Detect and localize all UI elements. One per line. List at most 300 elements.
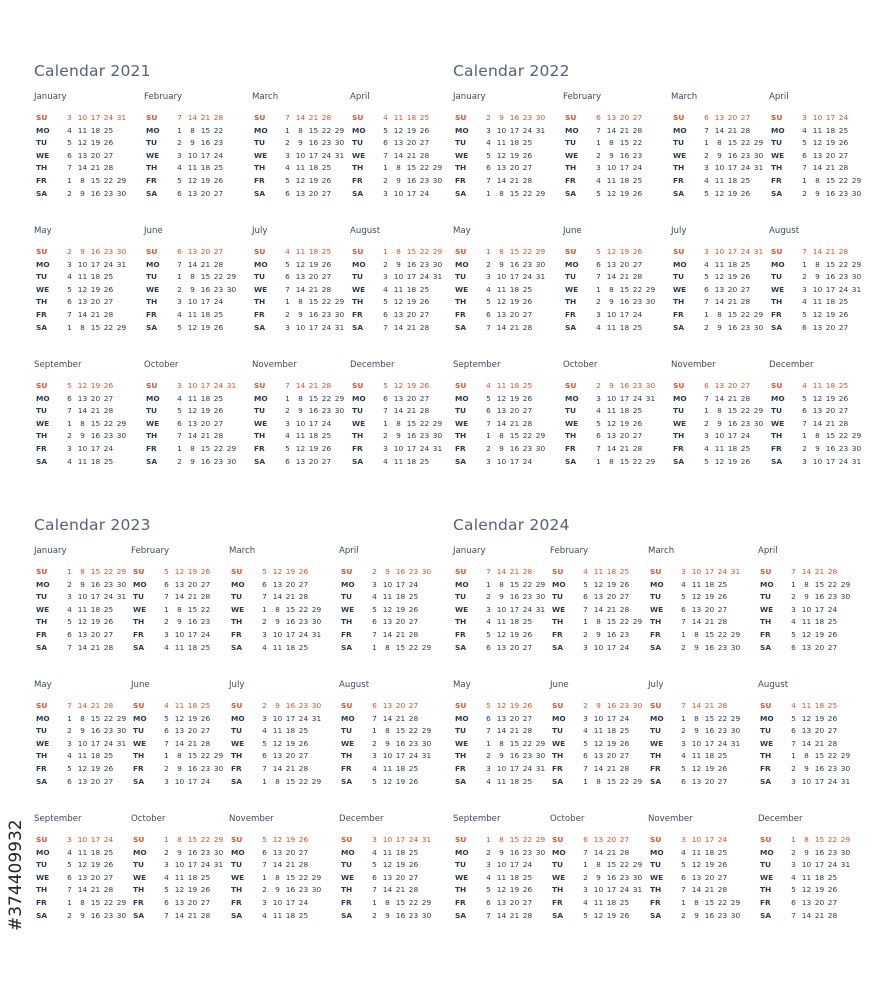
day-number: 27 bbox=[213, 247, 224, 256]
weekday-label: MO bbox=[36, 713, 50, 723]
weekday-row-fr bbox=[760, 763, 852, 775]
day-number: 10 bbox=[593, 642, 604, 652]
weekday-label: WE bbox=[133, 872, 147, 882]
month-august bbox=[769, 226, 869, 346]
day-number: 18 bbox=[285, 726, 296, 736]
day-number: 17 bbox=[187, 630, 198, 639]
weekday-label: TU bbox=[352, 406, 364, 416]
weekday-row-mo bbox=[771, 125, 850, 137]
day-number: 12 bbox=[496, 701, 507, 710]
day-number: 1 bbox=[372, 642, 377, 652]
day-number: 28 bbox=[298, 860, 309, 870]
day-number: 21 bbox=[90, 701, 101, 710]
weekday-row-tu bbox=[565, 405, 644, 417]
day-number: 30 bbox=[840, 592, 851, 602]
day-number: 11 bbox=[393, 113, 404, 122]
day-number: 19 bbox=[606, 579, 617, 589]
weekday-label: MO bbox=[673, 259, 687, 269]
weekday-row-th bbox=[36, 884, 115, 896]
day-number: 7 bbox=[681, 617, 686, 627]
day-number: 18 bbox=[814, 701, 825, 710]
day-number: 5 bbox=[704, 272, 709, 282]
day-number: 4 bbox=[704, 444, 709, 453]
day-number: 21 bbox=[90, 885, 101, 895]
day-number: 29 bbox=[840, 579, 851, 589]
day-number: 28 bbox=[103, 885, 114, 895]
day-number: 19 bbox=[825, 393, 836, 403]
weekday-row-sa bbox=[552, 776, 644, 788]
day-number: 23 bbox=[321, 138, 332, 148]
day-number: 26 bbox=[408, 776, 419, 786]
month-june bbox=[131, 680, 231, 800]
day-number: 13 bbox=[77, 776, 88, 786]
weekday-label: MO bbox=[352, 259, 366, 269]
day-number: 8 bbox=[499, 738, 504, 748]
day-number: 22 bbox=[408, 642, 419, 652]
day-number: 1 bbox=[285, 125, 290, 135]
weekday-label: SA bbox=[565, 188, 577, 198]
day-number: 21 bbox=[509, 322, 520, 332]
day-number: 2 bbox=[704, 418, 709, 428]
day-number: 7 bbox=[372, 885, 377, 895]
weekday-label: SU bbox=[552, 701, 564, 710]
day-number: 9 bbox=[275, 701, 280, 710]
day-number: 28 bbox=[408, 630, 419, 639]
day-number: 14 bbox=[714, 125, 725, 135]
day-number: 14 bbox=[174, 910, 185, 920]
day-number: 10 bbox=[77, 592, 88, 602]
day-number: 15 bbox=[606, 860, 617, 870]
day-number: 1 bbox=[177, 272, 182, 282]
weekday-row-tu bbox=[771, 137, 850, 149]
weekday-row-fr bbox=[760, 629, 839, 641]
day-number: 5 bbox=[372, 604, 377, 614]
day-number: 10 bbox=[496, 456, 507, 466]
weekday-row-tu bbox=[455, 859, 534, 871]
day-number: 3 bbox=[383, 272, 388, 282]
day-number: 19 bbox=[285, 567, 296, 576]
day-number: 20 bbox=[704, 604, 715, 614]
day-number: 13 bbox=[77, 150, 88, 160]
day-number: 4 bbox=[285, 163, 290, 173]
day-number: 4 bbox=[791, 872, 796, 882]
weekday-label: SA bbox=[552, 910, 564, 920]
day-number: 22 bbox=[213, 125, 224, 135]
weekday-row-su bbox=[341, 566, 433, 578]
weekday-row-th bbox=[341, 616, 420, 628]
weekday-row-th bbox=[771, 162, 850, 174]
day-number: 24 bbox=[740, 247, 751, 256]
day-number: 10 bbox=[272, 898, 283, 907]
day-number: 3 bbox=[262, 898, 267, 907]
day-number: 11 bbox=[174, 701, 185, 710]
day-number: 17 bbox=[509, 764, 520, 773]
month-april bbox=[339, 546, 439, 666]
day-number: 6 bbox=[704, 381, 709, 390]
day-number: 13 bbox=[77, 297, 88, 307]
day-number: 3 bbox=[285, 322, 290, 332]
day-number: 17 bbox=[406, 272, 417, 282]
month-name: November bbox=[252, 360, 297, 370]
day-number: 25 bbox=[103, 125, 114, 135]
day-number: 20 bbox=[825, 150, 836, 160]
day-number: 25 bbox=[619, 567, 630, 576]
day-number: 29 bbox=[535, 579, 546, 589]
day-number: 8 bbox=[80, 418, 85, 428]
day-number: 15 bbox=[406, 418, 417, 428]
day-number: 23 bbox=[298, 701, 309, 710]
day-number: 11 bbox=[393, 284, 404, 294]
day-number: 17 bbox=[406, 188, 417, 198]
day-number: 28 bbox=[103, 642, 114, 652]
day-number: 9 bbox=[694, 726, 699, 736]
day-number: 8 bbox=[190, 444, 195, 453]
day-number: 13 bbox=[496, 406, 507, 416]
day-number: 21 bbox=[285, 592, 296, 602]
weekday-row-th bbox=[760, 750, 852, 762]
weekday-label: MO bbox=[455, 393, 469, 403]
weekday-row-tu bbox=[673, 405, 765, 417]
day-number: 8 bbox=[499, 188, 504, 198]
day-number: 25 bbox=[213, 163, 224, 173]
weekday-label: TH bbox=[771, 297, 783, 307]
day-number: 29 bbox=[632, 617, 643, 627]
day-number: 18 bbox=[704, 579, 715, 589]
weekday-label: TH bbox=[455, 751, 467, 761]
weekday-row-th bbox=[36, 296, 115, 308]
day-number: 15 bbox=[825, 176, 836, 185]
day-number: 7 bbox=[704, 297, 709, 307]
weekday-label: TH bbox=[146, 297, 158, 307]
day-number: 3 bbox=[596, 163, 601, 173]
day-number: 16 bbox=[406, 176, 417, 185]
day-number: 5 bbox=[67, 860, 72, 870]
day-number: 24 bbox=[298, 713, 309, 723]
day-number: 29 bbox=[645, 284, 656, 294]
day-number: 28 bbox=[213, 113, 224, 122]
day-number: 29 bbox=[632, 776, 643, 786]
day-number: 5 bbox=[583, 579, 588, 589]
weekday-row-th bbox=[146, 296, 225, 308]
day-number: 21 bbox=[406, 322, 417, 332]
day-number: 26 bbox=[103, 860, 114, 870]
day-number: 24 bbox=[619, 885, 630, 895]
day-number: 24 bbox=[103, 592, 114, 602]
day-number: 22 bbox=[632, 138, 643, 148]
day-number: 24 bbox=[321, 322, 332, 332]
day-number: 18 bbox=[308, 431, 319, 441]
day-number: 5 bbox=[177, 406, 182, 416]
weekday-row-th bbox=[133, 750, 225, 762]
day-number: 18 bbox=[395, 847, 406, 857]
weekday-row-mo bbox=[673, 393, 752, 405]
weekday-label: SA bbox=[352, 188, 364, 198]
day-number: 11 bbox=[593, 567, 604, 576]
day-number: 15 bbox=[704, 630, 715, 639]
day-number: 14 bbox=[187, 113, 198, 122]
weekday-label: SU bbox=[565, 113, 577, 122]
day-number: 15 bbox=[619, 284, 630, 294]
month-june bbox=[550, 680, 650, 800]
day-number: 20 bbox=[606, 751, 617, 761]
weekday-row-tu bbox=[673, 271, 752, 283]
weekday-label: SA bbox=[254, 188, 266, 198]
day-number: 18 bbox=[395, 592, 406, 602]
month-name: February bbox=[550, 546, 589, 556]
day-number: 6 bbox=[791, 642, 796, 652]
day-number: 8 bbox=[717, 138, 722, 148]
day-number: 28 bbox=[838, 418, 849, 428]
weekday-row-fr bbox=[552, 763, 631, 775]
day-number: 20 bbox=[200, 188, 211, 198]
day-number: 3 bbox=[583, 713, 588, 723]
day-number: 13 bbox=[174, 579, 185, 589]
weekday-label: TH bbox=[231, 751, 243, 761]
day-number: 3 bbox=[164, 630, 169, 639]
day-number: 15 bbox=[90, 176, 101, 185]
day-number: 23 bbox=[838, 444, 849, 453]
day-number: 4 bbox=[262, 642, 267, 652]
day-number: 7 bbox=[262, 764, 267, 773]
day-number: 20 bbox=[395, 701, 406, 710]
day-number: 26 bbox=[213, 322, 224, 332]
day-number: 23 bbox=[419, 431, 430, 441]
day-number: 1 bbox=[262, 872, 267, 882]
day-number: 8 bbox=[396, 163, 401, 173]
weekday-row-sa bbox=[455, 188, 547, 200]
month-name: May bbox=[453, 680, 471, 690]
day-number: 26 bbox=[619, 738, 630, 748]
weekday-row-tu bbox=[231, 725, 310, 737]
day-number: 26 bbox=[321, 259, 332, 269]
day-number: 7 bbox=[791, 910, 796, 920]
day-number: 24 bbox=[717, 567, 728, 576]
day-number: 16 bbox=[509, 259, 520, 269]
weekday-label: TH bbox=[352, 431, 364, 441]
weekday-row-sa bbox=[650, 910, 742, 922]
day-number: 22 bbox=[298, 872, 309, 882]
weekday-row-su bbox=[455, 112, 547, 124]
weekday-row-tu bbox=[455, 271, 547, 283]
weekday-row-sa bbox=[133, 776, 212, 788]
weekday-row-fr bbox=[455, 897, 534, 909]
weekday-label: WE bbox=[231, 604, 245, 614]
day-number: 30 bbox=[334, 138, 345, 148]
month-july bbox=[648, 680, 748, 800]
weekday-label: SU bbox=[146, 381, 158, 390]
day-number: 8 bbox=[80, 898, 85, 907]
month-name: January bbox=[34, 546, 67, 556]
weekday-label: SA bbox=[552, 776, 564, 786]
calendar-year-block bbox=[34, 62, 454, 502]
day-number: 26 bbox=[827, 630, 838, 639]
weekday-row-th bbox=[565, 296, 657, 308]
day-number: 23 bbox=[103, 579, 114, 589]
day-number: 31 bbox=[840, 776, 851, 786]
day-number: 11 bbox=[174, 642, 185, 652]
day-number: 30 bbox=[730, 910, 741, 920]
weekday-label: TU bbox=[455, 272, 467, 282]
weekday-label: FR bbox=[341, 764, 352, 773]
day-number: 19 bbox=[727, 272, 738, 282]
day-number: 28 bbox=[632, 125, 643, 135]
day-number: 15 bbox=[814, 579, 825, 589]
weekday-label: WE bbox=[455, 738, 469, 748]
weekday-row-sa bbox=[565, 188, 644, 200]
weekday-label: TU bbox=[455, 406, 467, 416]
weekday-row-mo bbox=[231, 579, 310, 591]
weekday-row-su bbox=[352, 380, 431, 392]
day-number: 9 bbox=[80, 579, 85, 589]
day-number: 24 bbox=[717, 835, 728, 844]
day-number: 8 bbox=[815, 431, 820, 441]
day-number: 17 bbox=[727, 163, 738, 173]
day-number: 27 bbox=[827, 726, 838, 736]
day-number: 16 bbox=[825, 444, 836, 453]
weekday-row-th bbox=[760, 884, 839, 896]
day-number: 5 bbox=[372, 860, 377, 870]
day-number: 8 bbox=[499, 579, 504, 589]
day-number: 27 bbox=[419, 393, 430, 403]
day-number: 9 bbox=[815, 444, 820, 453]
day-number: 17 bbox=[619, 393, 630, 403]
day-number: 6 bbox=[67, 872, 72, 882]
weekday-label: TH bbox=[36, 617, 48, 627]
day-number: 10 bbox=[606, 310, 617, 319]
weekday-label: TH bbox=[771, 163, 783, 173]
weekday-label: SA bbox=[352, 456, 364, 466]
day-number: 10 bbox=[187, 297, 198, 307]
day-number: 18 bbox=[727, 444, 738, 453]
day-number: 29 bbox=[116, 898, 127, 907]
weekday-row-fr bbox=[146, 175, 225, 187]
day-number: 18 bbox=[814, 872, 825, 882]
day-number: 7 bbox=[802, 163, 807, 173]
day-number: 18 bbox=[285, 642, 296, 652]
day-number: 16 bbox=[814, 847, 825, 857]
day-number: 17 bbox=[187, 776, 198, 786]
month-may bbox=[34, 226, 134, 346]
day-number: 3 bbox=[383, 188, 388, 198]
day-number: 12 bbox=[187, 322, 198, 332]
day-number: 6 bbox=[802, 406, 807, 416]
weekday-label: SA bbox=[36, 322, 48, 332]
day-number: 17 bbox=[704, 738, 715, 748]
day-number: 17 bbox=[200, 381, 211, 390]
day-number: 8 bbox=[385, 642, 390, 652]
day-number: 13 bbox=[382, 701, 393, 710]
weekday-label: FR bbox=[36, 176, 47, 185]
weekday-row-mo bbox=[455, 125, 547, 137]
weekday-label: TU bbox=[36, 138, 48, 148]
weekday-row-we bbox=[565, 150, 644, 162]
weekday-label: MO bbox=[133, 847, 147, 857]
day-number: 26 bbox=[522, 150, 533, 160]
day-number: 9 bbox=[499, 751, 504, 761]
day-number: 2 bbox=[681, 642, 686, 652]
weekday-row-th bbox=[673, 430, 752, 442]
day-number: 16 bbox=[619, 297, 630, 307]
weekday-row-we bbox=[760, 872, 839, 884]
weekday-row-we bbox=[341, 604, 420, 616]
weekday-row-fr bbox=[650, 763, 729, 775]
day-number: 3 bbox=[67, 113, 72, 122]
day-number: 12 bbox=[382, 860, 393, 870]
day-number: 3 bbox=[67, 592, 72, 602]
day-number: 10 bbox=[801, 860, 812, 870]
day-number: 7 bbox=[596, 272, 601, 282]
weekday-label: TU bbox=[760, 592, 772, 602]
day-number: 20 bbox=[814, 726, 825, 736]
day-number: 25 bbox=[522, 617, 533, 627]
day-number: 25 bbox=[408, 847, 419, 857]
day-number: 13 bbox=[606, 113, 617, 122]
weekday-label: FR bbox=[231, 630, 242, 639]
weekday-label: WE bbox=[771, 150, 785, 160]
day-number: 19 bbox=[308, 176, 319, 185]
day-number: 11 bbox=[691, 751, 702, 761]
day-number: 16 bbox=[825, 272, 836, 282]
weekday-row-sa bbox=[650, 776, 729, 788]
day-number: 23 bbox=[717, 726, 728, 736]
day-number: 13 bbox=[496, 713, 507, 723]
day-number: 20 bbox=[406, 310, 417, 319]
weekday-row-mo bbox=[341, 579, 420, 591]
day-number: 2 bbox=[802, 444, 807, 453]
weekday-label: SU bbox=[673, 381, 685, 390]
day-number: 14 bbox=[812, 247, 823, 256]
day-number: 2 bbox=[583, 872, 588, 882]
day-number: 4 bbox=[486, 381, 491, 390]
weekday-label: SU bbox=[552, 567, 564, 576]
day-number: 14 bbox=[382, 630, 393, 639]
weekday-label: SU bbox=[36, 835, 48, 844]
month-name: December bbox=[339, 814, 384, 824]
day-number: 13 bbox=[606, 431, 617, 441]
weekday-label: TH bbox=[36, 431, 48, 441]
weekday-label: FR bbox=[455, 630, 466, 639]
weekday-row-sa bbox=[650, 642, 742, 654]
day-number: 12 bbox=[496, 630, 507, 639]
day-number: 8 bbox=[385, 726, 390, 736]
day-number: 26 bbox=[419, 297, 430, 307]
day-number: 28 bbox=[522, 418, 533, 428]
day-number: 27 bbox=[408, 701, 419, 710]
weekday-row-su bbox=[650, 834, 729, 846]
day-number: 26 bbox=[103, 284, 114, 294]
day-number: 27 bbox=[321, 188, 332, 198]
day-number: 30 bbox=[535, 592, 546, 602]
weekday-label: FR bbox=[771, 444, 782, 453]
weekday-row-tu bbox=[352, 405, 431, 417]
day-number: 11 bbox=[77, 847, 88, 857]
day-number: 2 bbox=[486, 847, 491, 857]
weekday-row-th bbox=[673, 162, 765, 174]
day-number: 16 bbox=[619, 150, 630, 160]
day-number: 17 bbox=[509, 272, 520, 282]
day-number: 16 bbox=[90, 188, 101, 198]
day-number: 28 bbox=[298, 592, 309, 602]
day-number: 17 bbox=[814, 604, 825, 614]
day-number: 18 bbox=[187, 872, 198, 882]
day-number: 6 bbox=[596, 259, 601, 269]
day-number: 13 bbox=[295, 456, 306, 466]
day-number: 23 bbox=[200, 847, 211, 857]
day-number: 18 bbox=[704, 751, 715, 761]
weekday-label: WE bbox=[565, 418, 579, 428]
month-name: March bbox=[648, 546, 675, 556]
day-number: 26 bbox=[632, 418, 643, 428]
